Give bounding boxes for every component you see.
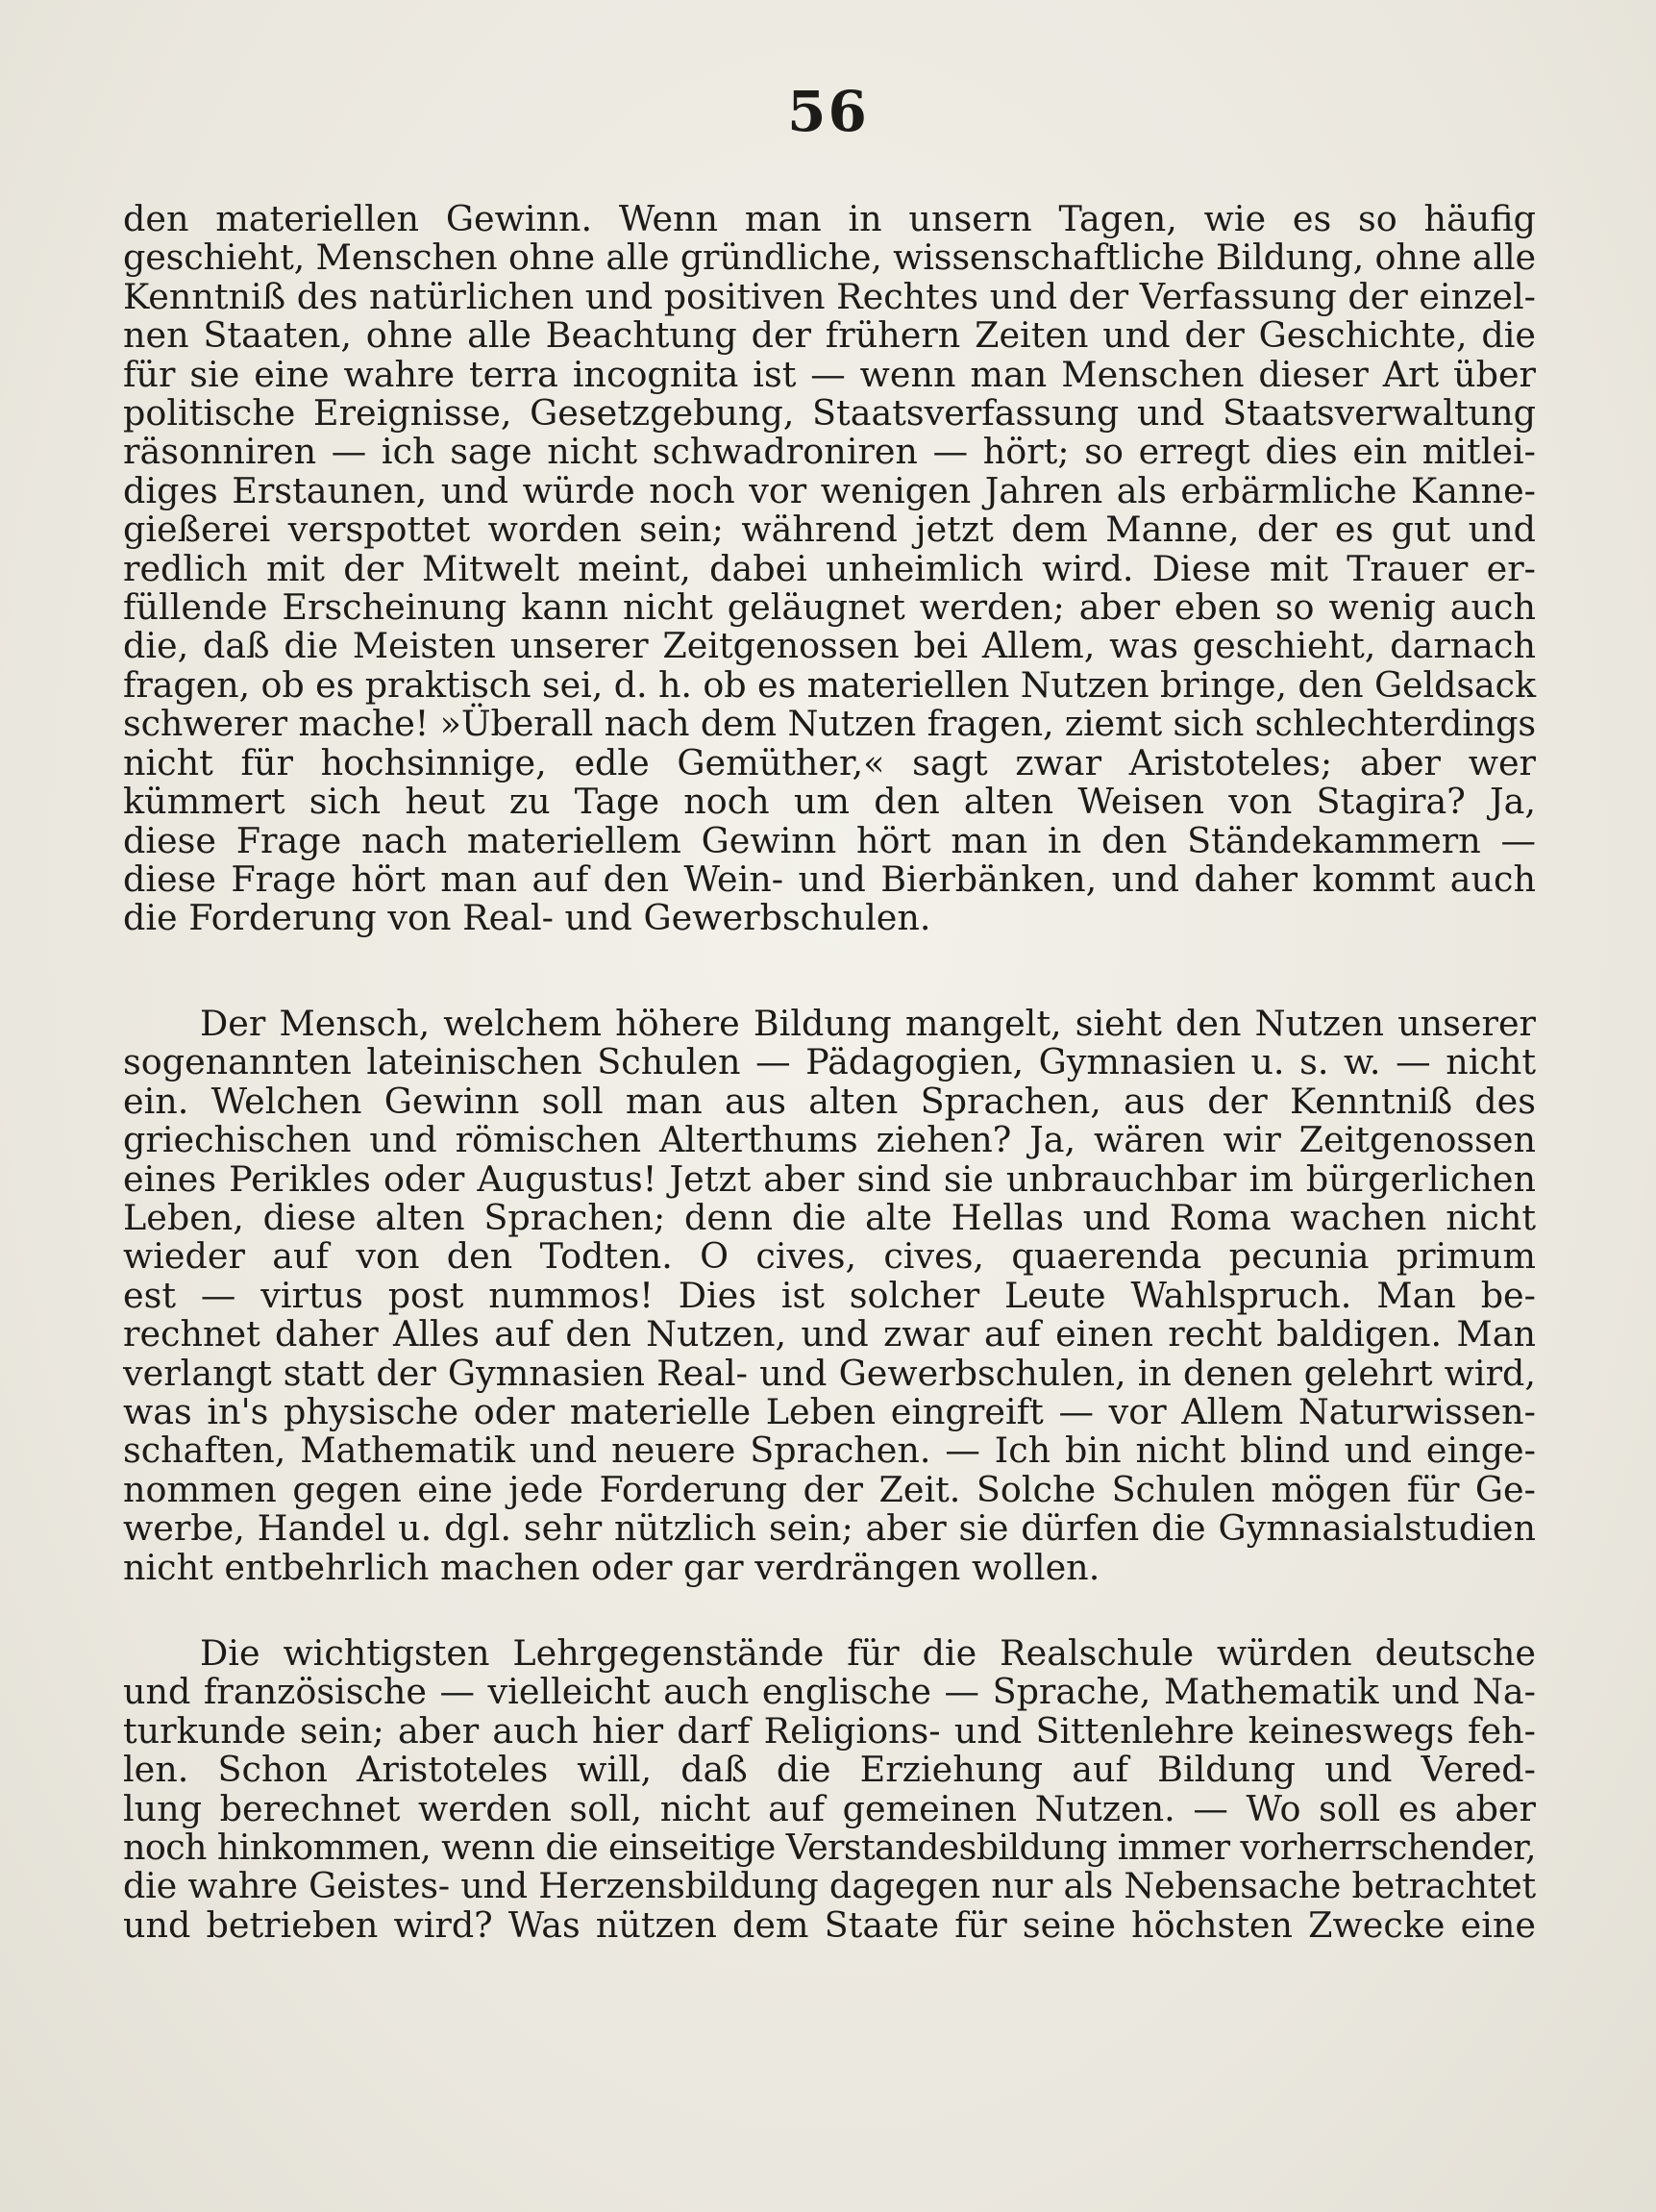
text-line: und betrieben wird? Was nützen dem Staate für seine höchsten Zwecke eine xyxy=(123,1903,1536,1946)
text-line: fragen, ob es praktisch sei, d. h. ob es materiellen Nutzen bringe, den Geldsack xyxy=(123,663,1536,706)
text-line: redlich mit der Mitwelt meint, dabei unheimlich wird. Diese mit Trauer er- xyxy=(123,547,1536,589)
text-line: Die wichtigsten Lehrgegenstände für die Realschule würden deutsche xyxy=(200,1632,1536,1674)
text-line: die, daß die Meisten unserer Zeitgenossen bei Allem, was geschieht, darnach xyxy=(123,625,1536,667)
text-line: geschieht, Menschen ohne alle gründliche, wissenschaftliche Bildung, ohne alle xyxy=(123,236,1536,279)
text-line: für sie eine wahre terra incognita ist — wenn man Menschen dieser Art über xyxy=(123,353,1536,395)
text-line: den materiellen Gewinn. Wenn man in unsern Tagen, wie es so häufig xyxy=(123,198,1536,239)
text-line: was in's physische oder materielle Leben eingreift — vor Allem Naturwissen- xyxy=(123,1391,1536,1433)
text-line: ein. Welchen Gewinn soll man aus alten Sprachen, aus der Kenntniß des xyxy=(123,1080,1536,1122)
text-line: diese Frage hört man auf den Wein- und Bierbänken, und daher kommt auch xyxy=(123,857,1536,900)
text-line: schaften, Mathematik und neuere Sprachen. — Ich bin nicht blind und einge- xyxy=(123,1429,1536,1472)
paragraph-1 xyxy=(123,200,1536,938)
text-line: füllende Erscheinung kann nicht geläugnet werden; aber eben so wenig auch xyxy=(123,586,1536,629)
text-line: verlangt statt der Gymnasien Real- und Gewerbschulen, in denen gelehrt wird, xyxy=(123,1352,1536,1394)
text-line: Der Mensch, welchem höhere Bildung mangelt, sieht den Nutzen unserer xyxy=(200,1003,1536,1044)
text-line: nen Staaten, ohne alle Beachtung der frühern Zeiten und der Geschichte, die xyxy=(123,314,1536,357)
text-line: nicht für hochsinnige, edle Gemüther,« sagt zwar Aristoteles; aber wer xyxy=(123,741,1536,783)
text-line: schwerer mache! »Überall nach dem Nutzen fragen, ziemt sich schlechterdings xyxy=(123,703,1536,745)
text-line: diese Frage nach materiellem Gewinn hört man in den Ständekammern — xyxy=(123,819,1536,861)
paragraph-3 xyxy=(123,1634,1536,1945)
text-line: kümmert sich heut zu Tage noch um den alten Weisen von Stagira? Ja, xyxy=(123,781,1536,823)
text-line: wieder auf von den Todten. O cives, cives, quaerenda pecunia primum xyxy=(123,1235,1536,1278)
text-line: griechischen und römischen Alterthums ziehen? Ja, wären wir Zeitgenossen xyxy=(123,1119,1536,1161)
paragraph-2 xyxy=(123,1005,1536,1587)
text-line: eines Perikles oder Augustus! Jetzt aber sind sie unbrauchbar im bürgerlichen xyxy=(123,1157,1536,1200)
text-line: räsonniren — ich sage nicht schwadroniren — hört; so erregt dies ein mitlei- xyxy=(123,431,1536,473)
text-line: nicht entbehrlich machen oder gar verdrängen wollen. xyxy=(123,1546,1100,1588)
text-line: diges Erstaunen, und würde noch vor wenigen Jahren als erbärmliche Kanne- xyxy=(123,469,1536,511)
text-line: est — virtus post nummos! Dies ist solcher Leute Wahlspruch. Man be- xyxy=(123,1274,1536,1316)
text-line: politische Ereignisse, Gesetzgebung, Staatsverfassung und Staatsverwaltung xyxy=(123,392,1536,435)
text-line: sogenannten lateinischen Schulen — Pädagogien, Gymnasien u. s. w. — nicht xyxy=(123,1041,1536,1083)
text-line: noch hinkommen, wenn die einseitige Verstandesbildung immer vorherrschender, xyxy=(123,1827,1536,1869)
text-line: Leben, diese alten Sprachen; denn die alte Hellas und Roma wachen nicht xyxy=(123,1197,1536,1239)
text-line: werbe, Handel u. dgl. sehr nützlich sein; aber sie dürfen die Gymnasialstudien xyxy=(123,1507,1536,1550)
text-line: und französische — vielleicht auch englische — Sprache, Mathematik und Na- xyxy=(123,1671,1536,1713)
text-line: len. Schon Aristoteles will, daß die Erziehung auf Bildung und Vered- xyxy=(123,1749,1536,1791)
text-line: Kenntniß des natürlichen und positiven Rechtes und der Verfassung der einzel- xyxy=(123,275,1536,317)
text-line: nommen gegen eine jede Forderung der Zeit. Solche Schulen mögen für Ge- xyxy=(123,1468,1536,1510)
text-line: die wahre Geistes- und Herzensbildung dagegen nur als Nebensache betrachtet xyxy=(123,1865,1536,1907)
text-line: gießerei verspottet worden sein; während jetzt dem Manne, der es gut und xyxy=(123,509,1536,551)
text-line: turkunde sein; aber auch hier darf Religions- und Sittenlehre keineswegs feh- xyxy=(123,1709,1536,1752)
text-line: die Forderung von Real- und Gewerbschulen. xyxy=(123,897,931,939)
text-line: lung berechnet werden soll, nicht auf gemeinen Nutzen. — Wo soll es aber xyxy=(123,1787,1536,1829)
page-number: 56 xyxy=(787,79,869,144)
text-line: rechnet daher Alles auf den Nutzen, und zwar auf einen recht baldigen. Man xyxy=(123,1313,1536,1355)
